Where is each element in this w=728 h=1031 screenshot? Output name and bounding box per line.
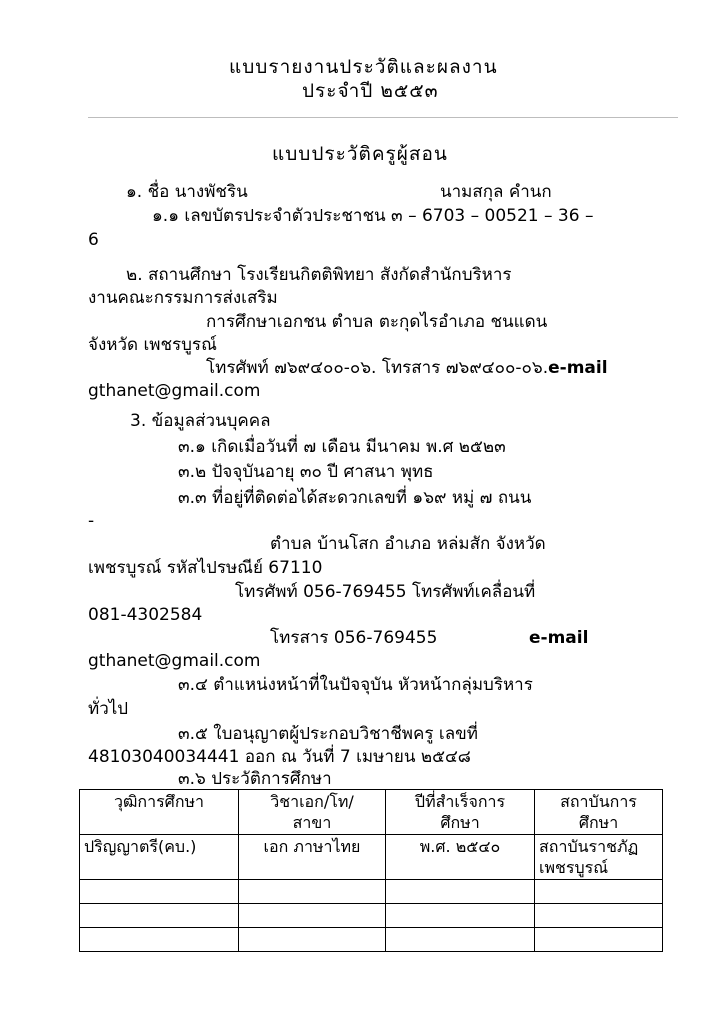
position-line-2: ทั่วไป xyxy=(88,699,129,719)
position-line: ๓.๔ ตำแหน่งหน้าที่ในปัจจุบัน หัวหน้ากลุ่มบริหาร xyxy=(178,675,533,695)
table-row xyxy=(80,880,663,904)
cell-year: พ.ศ. ๒๕๔๐ xyxy=(386,835,535,880)
surname-line: นามสกุล คำนก xyxy=(440,182,552,202)
license-number-line: 48103040034441 ออก ณ วันที่ 7 เมษายน ๒๕๔๘ xyxy=(88,747,471,767)
personal-email: gthanet@gmail.com xyxy=(88,651,261,671)
cell-major: เอก ภาษาไทย xyxy=(239,835,386,880)
mobile-number: 081-4302584 xyxy=(88,605,203,625)
cell-degree: ปริญญาตรี(คบ.) xyxy=(80,835,239,880)
header-divider xyxy=(88,117,678,118)
phone-line: โทรศัพท์ 056-769455 โทรศัพท์เคลื่อนที่ xyxy=(235,582,536,602)
education-heading: ๓.๖ ประวัติการศึกษา xyxy=(178,769,332,789)
report-year: ประจำปี ๒๕๕๓ xyxy=(302,80,439,102)
address-line-2: ตำบล บ้านโสก อำเภอ หล่มสัก จังหวัด xyxy=(270,534,546,554)
cell-institution: สถาบันราชภัฏ เพชรบูรณ์ xyxy=(535,835,663,880)
email-label: e-mail xyxy=(529,628,589,648)
report-title: แบบรายงานประวัติและผลงาน xyxy=(229,56,498,78)
road-dash: - xyxy=(88,511,95,531)
school-address-line: การศึกษาเอกชน ตำบล ตะกุดไรอำเภอ ชนแดน xyxy=(206,312,548,332)
table-row xyxy=(80,904,663,928)
school-email-label: e-mail xyxy=(548,358,608,378)
school-email: gthanet@gmail.com xyxy=(88,381,261,401)
license-line: ๓.๕ ใบอนุญาตผู้ประกอบวิชาชีพครู เลขที่ xyxy=(178,724,478,744)
school-phone-line xyxy=(206,357,608,379)
school-province-line: จังหวัด เพชรบูรณ์ xyxy=(88,335,217,355)
address-line-3: เพชรบูรณ์ รหัสไปรษณีย์ 67110 xyxy=(88,558,323,578)
school-phone-text: โทรศัพท์ ๗๖๙๔๐๐-๐๖. โทรสาร ๗๖๙๔๐๐-๐๖. xyxy=(206,358,549,378)
school-line: ๒. สถานศึกษา โรงเรียนกิตติพิทยา สังกัดสำนักบริหาร xyxy=(126,265,512,285)
table-row xyxy=(80,928,663,952)
address-line: ๓.๓ ที่อยู่ที่ติดต่อได้สะดวกเลขที่ ๑๖๙ หมู่ ๗ ถนน xyxy=(178,488,532,508)
header-year: ปีที่สำเร็จการ ศึกษา xyxy=(386,790,535,835)
birth-date-line: ๓.๑ เกิดเมื่อวันที่ ๗ เดือน มีนาคม พ.ศ ๒๕๒๓ xyxy=(178,437,506,457)
age-religion-line: ๓.๒ ปัจจุบันอายุ ๓๐ ปี ศาสนา พุทธ xyxy=(178,462,434,482)
table-header-row xyxy=(80,790,663,835)
name-line: ๑. ชื่อ นางพัชริน xyxy=(126,182,248,202)
section-title: แบบประวัติครูผู้สอน xyxy=(272,143,448,165)
personal-info-heading: 3. ข้อมูลส่วนบุคคล xyxy=(130,411,271,431)
header-institution: สถาบันการ ศึกษา xyxy=(535,790,663,835)
header-degree: วุฒิการศึกษา xyxy=(80,790,239,835)
education-table xyxy=(79,789,663,952)
table-row xyxy=(80,835,663,880)
fax-line: โทรสาร 056-769455 xyxy=(270,628,438,648)
id-number-line: ๑.๑ เลขบัตรประจำตัวประชาชน ๓ – 6703 – 00521 – 36 – xyxy=(152,206,594,226)
id-number-tail: 6 xyxy=(88,230,99,250)
header-major: วิชาเอก/โท/ สาขา xyxy=(239,790,386,835)
school-line-2: งานคณะกรรมการส่งเสริม xyxy=(88,288,278,308)
